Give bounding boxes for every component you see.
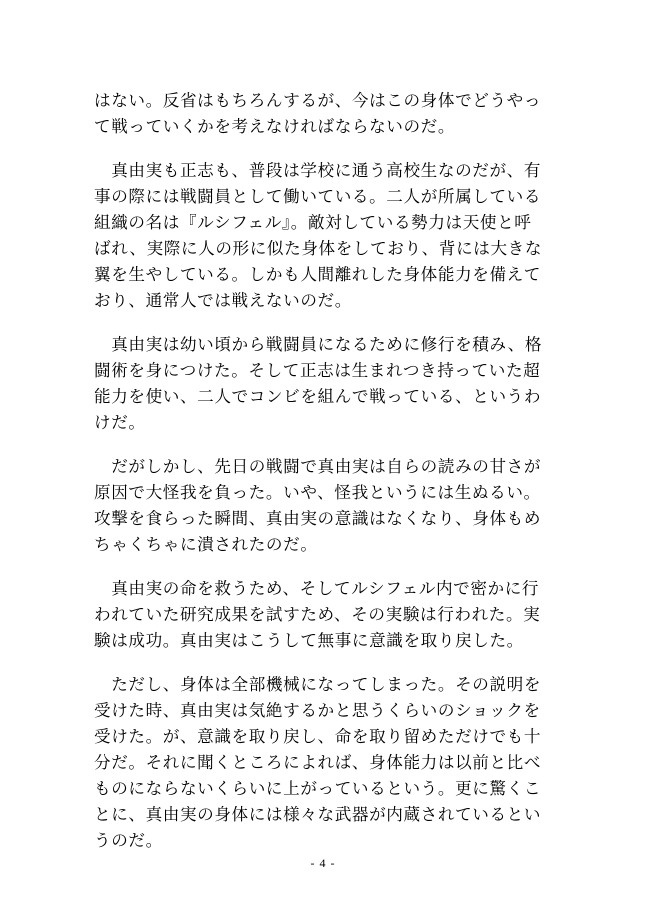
text-line: われていた研究成果を試すため、その実験は行われた。実 <box>94 605 541 625</box>
text-line: 原因で大怪我を負った。いや、怪我というには生ぬるい。 <box>94 483 541 503</box>
text-line: ものにならないくらいに上がっているという。更に驚くこ <box>94 778 542 798</box>
paragraph-2 <box>94 158 560 313</box>
text-line: 受けた時、真由実は気絶するかと思うくらいのショックを <box>94 701 541 721</box>
text-line: だがしかし、先日の戦闘で真由実は自らの読みの甘さが <box>94 457 542 477</box>
text-line: 翼を生やしている。しかも人間離れした身体能力を備えて <box>94 264 542 284</box>
text-line: ただし、身体は全部機械になってしまった。その説明を <box>94 675 542 695</box>
paragraph-3 <box>94 332 560 436</box>
text-line: て戦っていくかを考えなければならないのだ。 <box>94 116 456 136</box>
text-line: 真由実も正志も、普段は学校に通う高校生なのだが、有 <box>94 161 542 181</box>
text-line: おり、通常人では戦えないのだ。 <box>94 290 352 310</box>
text-line: 受けた。が、意識を取り戻し、命を取り留めただけでも十 <box>94 727 542 747</box>
text-line: 真由実は幼い頃から戦闘員になるために修行を積み、格 <box>94 335 543 355</box>
text-line: 組織の名は『ルシフェル』。敵対している勢力は天使と呼 <box>94 213 532 233</box>
text-line: 真由実の命を救うため、そしてルシフェル内で密かに行 <box>94 579 540 599</box>
paragraph-6 <box>94 672 560 853</box>
text-line: ばれ、実際に人の形に似た身体をしており、背には大きな <box>94 238 543 258</box>
paragraph-4 <box>94 454 560 558</box>
text-line: はない。反省はもちろんするが、今はこの身体でどうやっ <box>94 91 542 110</box>
text-line: 能力を使い、二人でコンビを組んで戦っている、というわ <box>94 386 542 406</box>
text-line: うのだ。 <box>94 830 163 850</box>
text-line: 事の際には戦闘員として働いている。二人が所属している <box>94 187 542 207</box>
paragraph-1 <box>94 88 560 140</box>
text-line: 闘術を身につけた。そして正志は生まれつき持っていた超 <box>94 361 541 381</box>
paragraph-5 <box>94 576 560 654</box>
page-number: - 4 - <box>310 856 336 870</box>
text-line: 験は成功。真由実はこうして無事に意識を取り戻した。 <box>94 631 524 651</box>
text-line: 攻撃を食らった瞬間、真由実の意識はなくなり、身体もめ <box>94 508 542 528</box>
body-text <box>94 88 560 872</box>
text-line: とに、真由実の身体には様々な武器が内蔵されているとい <box>94 804 542 824</box>
text-line: ちゃくちゃに潰されたのだ。 <box>94 534 318 554</box>
text-line: 分だ。それに聞くところによれば、身体能力は以前と比べ <box>94 753 542 773</box>
text-line: けだ。 <box>94 412 146 432</box>
